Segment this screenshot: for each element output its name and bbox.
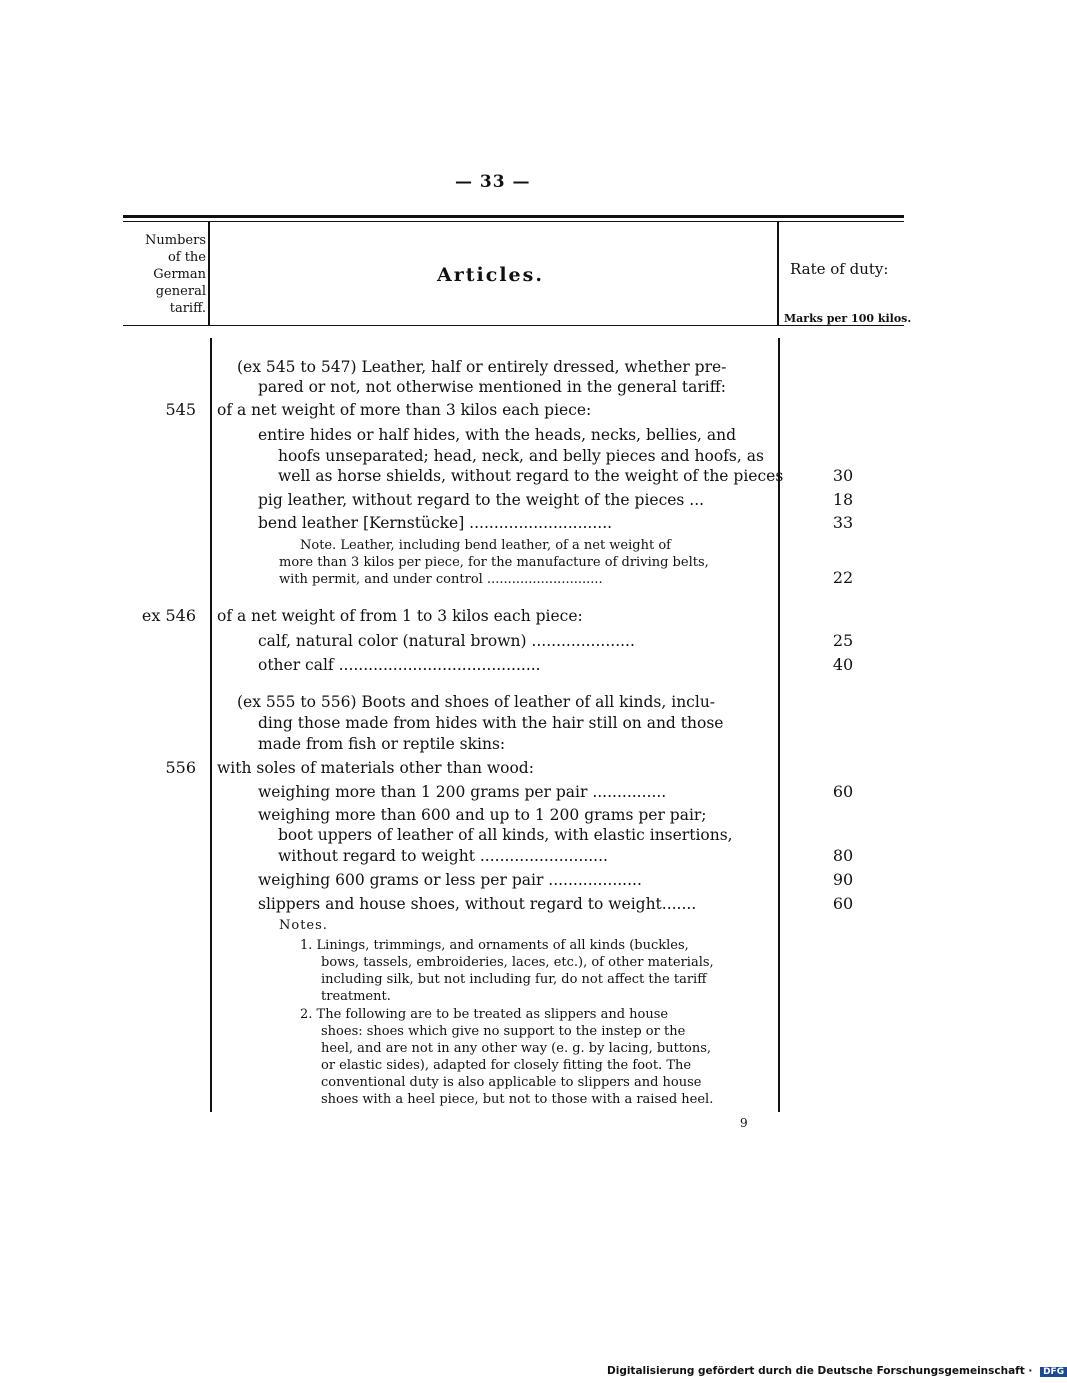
header-numbers-line: tariff. [169,301,206,316]
column-divider-left [210,338,212,1112]
tariff-number: 545 [165,400,196,419]
text-line: made from fish or reptile skins: [258,735,506,753]
header-articles: Articles. [437,264,544,286]
text-line: calf, natural color (natural brown) ..................... [258,632,635,650]
page-number: — 33 — [455,172,531,192]
dfg-logo: DFG [1040,1367,1067,1377]
text-line: bend leather [Kernstücke] ............................. [258,514,613,532]
text-line: weighing more than 1 200 grams per pair ............... [258,783,667,801]
note-line: with permit, and under control ............................ [279,572,603,587]
top-double-rule [123,215,904,218]
tariff-number: ex 546 [141,606,196,625]
note-line: 1. Linings, trimmings, and ornaments of all kinds (buckles, [300,938,689,953]
duty-rate: 40 [832,655,854,674]
duty-rate: 60 [832,782,854,801]
text-line: weighing 600 grams or less per pair ................... [258,871,642,889]
text-line: of a net weight of more than 3 kilos each piece: [217,401,592,419]
note-line: including silk, but not including fur, do not affect the tariff [321,972,707,987]
header-numbers-line: Numbers [145,233,206,248]
duty-rate: 80 [832,846,854,865]
duty-rate: 33 [832,513,854,532]
duty-rate: 22 [832,568,854,587]
text-line: with soles of materials other than wood: [217,759,534,777]
note-line: Note. Leather, including bend leather, of a net weight of [300,538,671,553]
tariff-number: 556 [165,758,196,777]
text-line: without regard to weight .......................... [278,847,608,865]
note-line: bows, tassels, embroideries, laces, etc.), of other materials, [321,955,714,970]
note-line: treatment. [321,989,391,1004]
dfg-footer-text: Digitalisierung gefördert durch die Deutsche Forschungsgemeinschaft · [607,1365,1033,1377]
duty-rate: 30 [832,466,854,485]
text-line: pig leather, without regard to the weight of the pieces ... [258,491,705,509]
note-line: shoes: shoes which give no support to the instep or the [321,1024,686,1039]
duty-rate: 18 [832,490,854,509]
header-numbers-line: of the [167,250,206,265]
text-line: slippers and house shoes, without regard to weight....... [258,895,697,913]
signature-mark: 9 [740,1116,748,1130]
duty-rate: 90 [832,870,854,889]
dfg-footer [607,1365,1067,1377]
text-line: of a net weight of from 1 to 3 kilos each piece: [217,607,583,625]
note-line: 2. The following are to be treated as slippers and house [300,1007,669,1022]
text-line: other calf ......................................... [258,656,541,674]
text-line: boot uppers of leather of all kinds, with elastic insertions, [278,826,733,844]
text-line: weighing more than 600 and up to 1 200 grams per pair; [258,806,707,824]
note-line: shoes with a heel piece, but not to those with a raised heel. [321,1092,714,1107]
header-rule [123,325,904,326]
header-rate: Rate of duty: [790,260,889,278]
duty-rate: 60 [832,894,854,913]
note-line: more than 3 kilos per piece, for the manufacture of driving belts, [279,555,709,570]
text-line: pared or not, not otherwise mentioned in the general tariff: [258,378,726,396]
top-thin-rule [123,221,904,222]
header-numbers-column [126,232,206,317]
column-divider-right-header [777,222,779,325]
column-divider-right [778,338,780,1112]
text-line: (ex 545 to 547) Leather, half or entirely dressed, whether pre- [237,358,727,376]
note-line: or elastic sides), adapted for closely fitting the foot. The [321,1058,692,1073]
text-line: hoofs unseparated; head, neck, and belly pieces and hoofs, as [278,447,764,465]
text-line: ding those made from hides with the hair still on and those [258,714,724,732]
text-line: entire hides or half hides, with the heads, necks, bellies, and [258,426,737,444]
duty-rate: 25 [832,631,854,650]
notes-title: Notes. [279,918,328,933]
text-line: well as horse shields, without regard to the weight of the pieces [278,467,784,485]
column-divider-left-header [208,222,210,325]
note-line: heel, and are not in any other way (e. g. by lacing, buttons, [321,1041,712,1056]
header-rate-unit: Marks per 100 kilos. [784,312,912,325]
header-numbers-line: general [155,284,206,299]
note-line: conventional duty is also applicable to slippers and house [321,1075,702,1090]
text-line: (ex 555 to 556) Boots and shoes of leather of all kinds, inclu- [237,693,716,711]
header-numbers-line: German [153,267,206,282]
